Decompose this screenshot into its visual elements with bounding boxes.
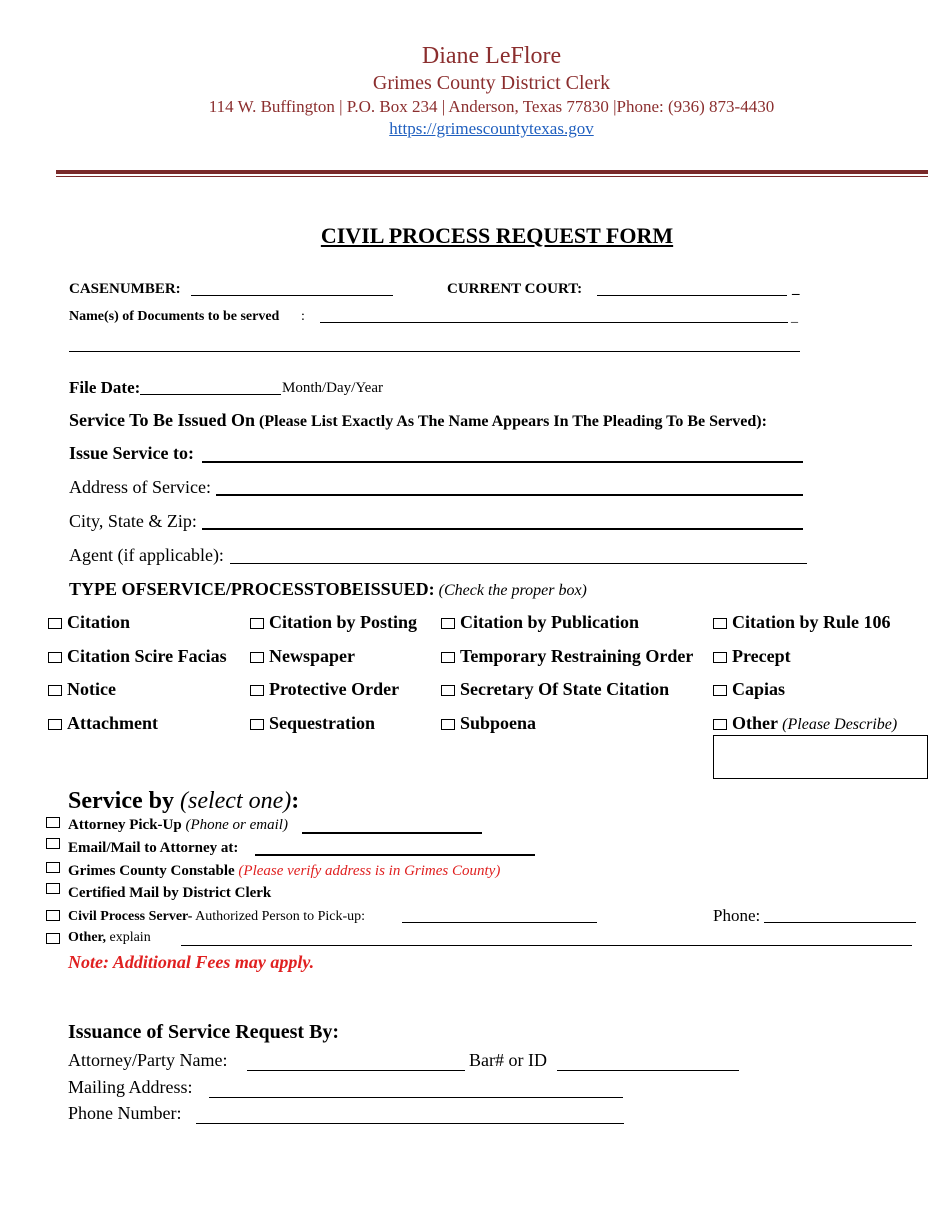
checkbox-process-server[interactable] <box>46 910 60 921</box>
documents-field-line2[interactable] <box>69 351 800 352</box>
checkbox-icon[interactable] <box>713 652 727 663</box>
case-number-label: CASENUMBER: <box>69 281 181 297</box>
issue-service-to-label: Issue Service to: <box>69 443 194 463</box>
other-service-hint: explain <box>109 930 151 945</box>
checkbox-label: Sequestration <box>269 713 376 733</box>
checkbox-subpoena[interactable] <box>441 713 536 734</box>
checkbox-citation-by-publication[interactable] <box>441 612 639 633</box>
current-court-field[interactable] <box>597 295 787 296</box>
checkbox-citation-scire-facias[interactable] <box>48 646 227 667</box>
checkbox-capias[interactable] <box>713 679 785 700</box>
documents-trailing: _ <box>791 310 798 325</box>
city-label: City, State & Zip: <box>69 511 197 531</box>
agent-field[interactable] <box>230 563 807 564</box>
other-service-field[interactable] <box>181 945 912 946</box>
phone-field[interactable] <box>764 922 916 923</box>
checkbox-icon[interactable] <box>250 719 264 730</box>
checkbox-icon[interactable] <box>441 685 455 696</box>
checkbox-icon[interactable] <box>441 652 455 663</box>
current-court-label: CURRENT COURT: <box>447 281 583 297</box>
checkbox-icon[interactable] <box>441 618 455 629</box>
checkbox-other[interactable] <box>713 713 897 734</box>
other-description-box[interactable] <box>713 735 928 779</box>
address-label: Address of Service: <box>69 477 211 497</box>
checkbox-label: Precept <box>732 646 791 666</box>
checkbox-label: Protective Order <box>269 679 400 699</box>
service-by-hint: (select one) <box>179 788 292 814</box>
attorney-name-field[interactable] <box>247 1070 465 1071</box>
contact-line: 114 W. Buffington | P.O. Box 234 | Anderson, Texas 77830 |Phone: (936) 873-4430 <box>208 97 775 116</box>
checkbox-label: Citation by Rule 106 <box>732 612 891 632</box>
constable-note: (Please verify address is in Grimes County) <box>238 863 501 879</box>
service-issued-on-label: Service To Be Issued On <box>69 410 256 430</box>
checkbox-icon[interactable] <box>713 719 727 730</box>
form-title: CIVIL PROCESS REQUEST FORM <box>320 223 674 248</box>
service-by-colon: : <box>291 788 300 814</box>
checkbox-icon[interactable] <box>250 618 264 629</box>
checkbox-icon[interactable] <box>250 685 264 696</box>
service-by-title: Service by <box>68 788 174 814</box>
checkbox-protective-order[interactable] <box>250 679 399 700</box>
checkbox-email-mail[interactable] <box>46 838 60 849</box>
type-of-service-hint: (Check the proper box) <box>438 582 587 599</box>
checkbox-label: Newspaper <box>269 646 355 666</box>
checkbox-icon[interactable] <box>48 618 62 629</box>
process-server-field[interactable] <box>402 922 597 923</box>
checkbox-label: Citation Scire Facias <box>67 646 227 666</box>
agent-label: Agent (if applicable): <box>69 545 224 565</box>
checkbox-icon[interactable] <box>48 719 62 730</box>
address-field[interactable] <box>216 494 803 496</box>
checkbox-temporary-restraining-order[interactable] <box>441 646 693 667</box>
checkbox-label: Temporary Restraining Order <box>460 646 694 666</box>
office-name: Grimes County District Clerk <box>372 72 611 94</box>
website-link[interactable]: https://grimescountytexas.gov <box>389 119 594 138</box>
file-date-label: File Date: <box>69 378 141 397</box>
phone-number-label: Phone Number: <box>68 1103 182 1123</box>
type-of-service-label: TYPE OFSERVICE/PROCESSTOBEISSUED: <box>69 579 435 599</box>
documents-field[interactable] <box>320 322 788 323</box>
case-number-field[interactable] <box>191 295 393 296</box>
checkbox-label: Citation by Publication <box>460 612 640 632</box>
checkbox-icon[interactable] <box>250 652 264 663</box>
checkbox-icon[interactable] <box>713 618 727 629</box>
process-server-hint: Authorized Person to Pick-up: <box>195 909 366 924</box>
checkbox-label: Citation <box>67 612 130 632</box>
issue-service-to-field[interactable] <box>202 461 803 463</box>
other-service-label: Other, <box>68 930 106 945</box>
checkbox-precept[interactable] <box>713 646 791 667</box>
checkbox-label: Subpoena <box>460 713 537 733</box>
checkbox-citation-by-posting[interactable] <box>250 612 417 633</box>
other-hint: (Please Describe) <box>782 716 898 733</box>
phone-label: Phone: <box>713 906 761 925</box>
checkbox-label: Citation by Posting <box>269 612 418 632</box>
checkbox-icon[interactable] <box>48 652 62 663</box>
checkbox-newspaper[interactable] <box>250 646 355 667</box>
phone-number-field[interactable] <box>196 1123 624 1124</box>
checkbox-label: Attachment <box>67 713 158 733</box>
checkbox-label: Other <box>732 713 778 733</box>
header-divider-thin <box>56 176 928 177</box>
email-mail-field[interactable] <box>255 854 535 856</box>
checkbox-secretary-of-state-citation[interactable] <box>441 679 669 700</box>
bar-id-field[interactable] <box>557 1070 739 1071</box>
attorney-pickup-hint: (Phone or email) <box>185 817 288 833</box>
fees-note: Note: Additional Fees may apply. <box>68 952 315 972</box>
certified-mail-label: Certified Mail by District Clerk <box>68 885 272 901</box>
issuance-title: Issuance of Service Request By: <box>68 1021 340 1043</box>
file-date-hint: Month/Day/Year <box>282 380 383 396</box>
checkbox-constable[interactable] <box>46 862 60 873</box>
checkbox-icon[interactable] <box>713 685 727 696</box>
checkbox-attorney-pickup[interactable] <box>46 817 60 828</box>
attorney-pickup-field[interactable] <box>302 832 482 834</box>
bar-id-label: Bar# or ID <box>469 1050 547 1070</box>
documents-colon: : <box>301 309 305 324</box>
checkbox-citation-by-rule-106[interactable] <box>713 612 891 633</box>
mailing-address-label: Mailing Address: <box>68 1077 193 1097</box>
checkbox-label: Secretary Of State Citation <box>460 679 670 699</box>
clerk-name: Diane LeFlore <box>421 43 562 69</box>
checkbox-attachment[interactable] <box>48 713 158 734</box>
constable-label: Grimes County Constable <box>68 863 235 879</box>
attorney-name-label: Attorney/Party Name: <box>68 1050 228 1070</box>
process-server-label: Civil Process Server- <box>68 909 193 924</box>
current-court-trailing: _ <box>792 281 800 297</box>
checkbox-notice[interactable] <box>48 679 116 700</box>
email-mail-label: Email/Mail to Attorney at: <box>68 840 239 856</box>
mailing-address-field[interactable] <box>209 1097 623 1098</box>
documents-label: Name(s) of Documents to be served <box>69 309 280 324</box>
file-date-field[interactable] <box>140 394 281 395</box>
checkbox-label: Notice <box>67 679 116 699</box>
checkbox-other-service[interactable] <box>46 933 60 944</box>
checkbox-icon[interactable] <box>441 719 455 730</box>
city-field[interactable] <box>202 528 803 530</box>
checkbox-icon[interactable] <box>48 685 62 696</box>
attorney-pickup-label: Attorney Pick-Up <box>68 817 182 833</box>
checkbox-citation[interactable] <box>48 612 130 633</box>
header-divider <box>56 170 928 174</box>
checkbox-certified-mail[interactable] <box>46 883 60 894</box>
checkbox-sequestration[interactable] <box>250 713 375 734</box>
service-issued-on-note: (Please List Exactly As The Name Appears In The Pleading To Be Served): <box>259 413 767 430</box>
checkbox-label: Capias <box>732 679 786 699</box>
